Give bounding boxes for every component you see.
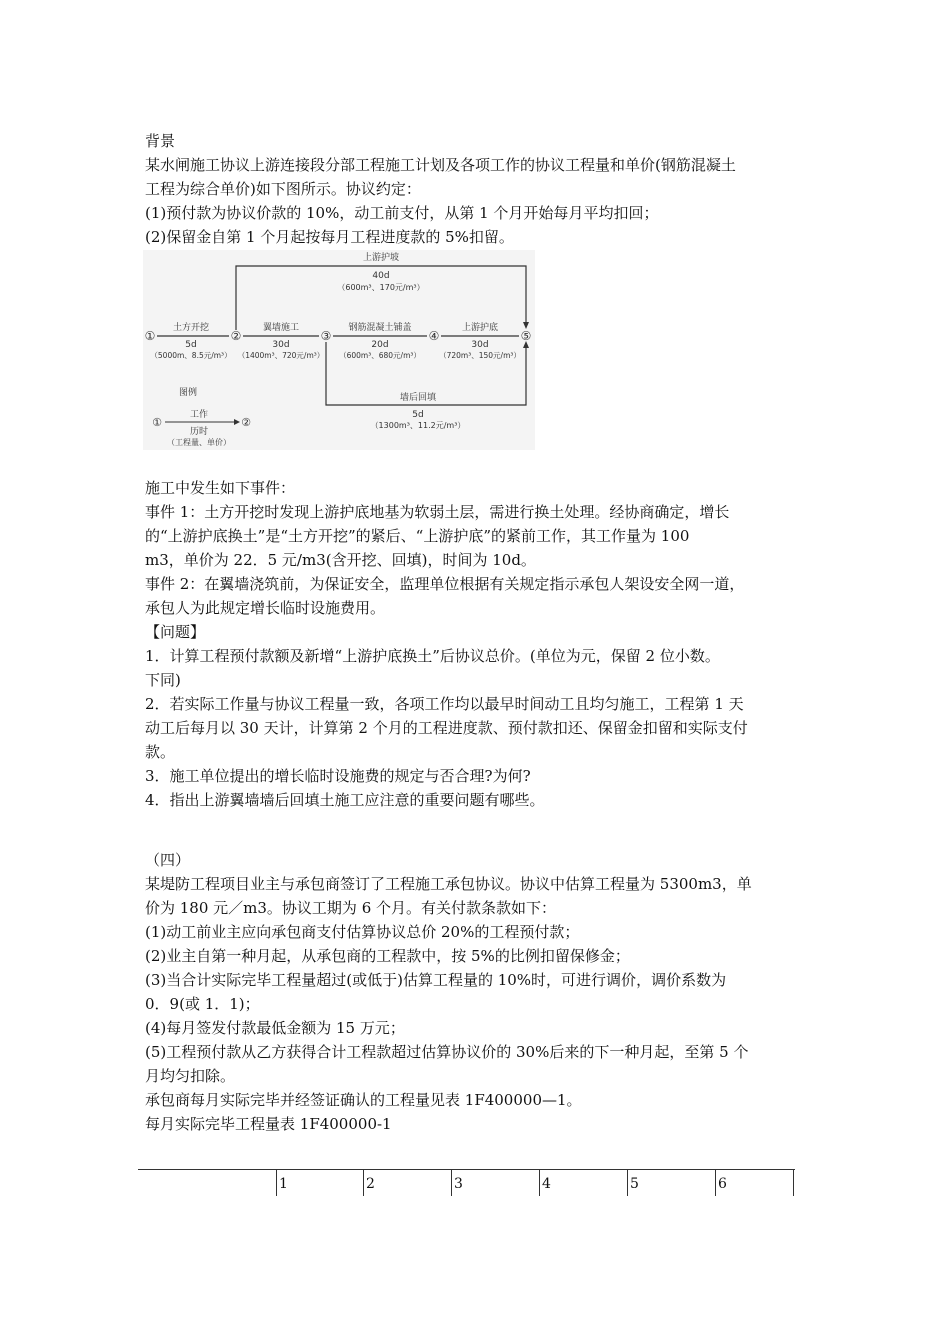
activity-detail: （720m³、150元/m³）: [439, 351, 521, 360]
background-line: (2)保留金自第 1 个月起按每月工程进度款的 5%扣留。: [145, 228, 514, 246]
section-4-line: 月均匀扣除。: [145, 1067, 236, 1085]
question-line: 下同): [145, 671, 181, 689]
arrowhead: [234, 419, 240, 425]
events-line: 施工中发生如下事件：: [145, 479, 296, 497]
section-4-line: 价为 180 元／m3。协议工期为 6 个月。有关付款条款如下：: [145, 899, 557, 917]
section-4-line: 0．9(或 1．1)；: [145, 995, 260, 1013]
activity-name: 土方开挖: [172, 323, 210, 333]
network-diagram: [143, 250, 535, 450]
table-header-cell: 4: [539, 1170, 627, 1196]
activity-name: 墙后回填: [399, 393, 437, 403]
table-header-cell: 1: [276, 1170, 363, 1196]
legend-work: 工作: [189, 410, 209, 420]
activity-detail: （600m³、680元/m³）: [339, 351, 421, 360]
activity-duration: 5d: [185, 340, 197, 350]
events-line: 事件 1：土方开挖时发现上游护底地基为软弱土层，需进行换土处理。经协商确定，增长: [145, 503, 730, 521]
node: ①: [144, 329, 156, 343]
legend-detail: （工程量、单价）: [167, 438, 231, 447]
table-header-cell: 3: [451, 1170, 539, 1196]
monthly-quantity-table: [138, 1169, 795, 1197]
events-line: 的“上游护底换土”是“土方开挖”的紧后、“上游护底”的紧前工作，其工作量为 100: [145, 527, 690, 545]
activity-name: 翼墙施工: [262, 323, 300, 333]
question-line: 3．施工单位提出的增长临时设施费的规定与否合理?为何?: [145, 767, 531, 785]
activity-detail: （1300m³、11.2元/m³）: [370, 421, 466, 430]
background-title: 背景: [145, 132, 176, 150]
background-line: 工程为综合单价)如下图所示。协议约定：: [145, 180, 421, 198]
section-4-line: (1)动工前业主应向承包商支付估算协议总价 20%的工程预付款；: [145, 923, 580, 941]
section-4-line: (4)每月签发付款最低金额为 15 万元；: [145, 1019, 405, 1037]
activity-duration: 30d: [471, 340, 489, 350]
legend-duration: 历时: [189, 427, 209, 437]
question-line: 4．指出上游翼墙墙后回填土施工应注意的重要问题有哪些。: [145, 791, 545, 809]
question-line: 1．计算工程预付款额及新增“上游护底换土”后协议总价。(单位为元，保留 2 位小数。: [145, 647, 720, 665]
background-section: [145, 129, 815, 249]
section-4-line: (2)业主自第一种月起，从承包商的工程款中，按 5%的比例扣留保修金；: [145, 947, 630, 965]
events-line: 事件 2：在翼墙浇筑前，为保证安全，监理单位根据有关规定指示承包人架设安全网一道，: [145, 575, 745, 593]
events-line: 承包人为此规定增长临时设施费用。: [145, 599, 386, 617]
section-4-line: 某堤防工程项目业主与承包商签订了工程施工承包协议。协议中估算工程量为 5300m3，单: [145, 875, 752, 893]
section-4-line: 承包商每月实际完毕并经签证确认的工程量见表 1F400000—1。: [145, 1091, 582, 1109]
node: ②: [230, 329, 242, 343]
activity-duration: 20d: [371, 340, 389, 350]
table-header-cell: 5: [627, 1170, 715, 1196]
legend-title: 图例: [179, 388, 198, 398]
questions-heading: 【问题】: [145, 623, 206, 641]
section-4-line: (3)当合计实际完毕工程量超过(或低于)估算工程量的 10%时，可进行调价，调价系数为: [145, 971, 727, 989]
events-section: [145, 476, 815, 812]
table-caption: 每月实际完毕工程量表 1F400000-1: [145, 1115, 392, 1133]
legend-node: ②: [241, 416, 251, 429]
arrowhead: [523, 322, 529, 329]
section-4-line: (5)工程预付款从乙方获得合计工程款超过估算协议价的 30%后来的下一种月起，至第 5 个: [145, 1043, 749, 1061]
question-line: 动工后每月以 30 天计，计算第 2 个月的工程进度款、预付款扣还、保留金扣留和实际支付: [145, 719, 748, 737]
question-line: 2．若实际工作量与协议工程量一致，各项工作均以最早时间动工且均匀施工，工程第 1 天: [145, 695, 744, 713]
activity-name: 钢筋混凝土铺盖: [348, 323, 412, 333]
section-4-title: （四）: [145, 851, 191, 869]
table-header-cell: 2: [363, 1170, 451, 1196]
node: ③: [320, 329, 332, 343]
background-line: 某水闸施工协议上游连接段分部工程施工计划及各项工作的协议工程量和单价(钢筋混凝土: [145, 156, 736, 174]
table-right-border: [793, 1170, 794, 1196]
question-line: 款。: [145, 743, 176, 761]
activity-detail: （1400m³、720元/m³）: [237, 351, 325, 360]
activity-duration: 40d: [372, 271, 390, 281]
activity-duration: 5d: [412, 410, 424, 420]
activity-name: 上游护坡: [362, 253, 400, 263]
activity-detail: （5000m、8.5元/m³）: [150, 351, 232, 360]
node: ④: [428, 329, 440, 343]
legend-node: ①: [152, 416, 162, 429]
background-line: (1)预付款为协议价款的 10%，动工前支付，从第 1 个月开始每月平均扣回；: [145, 204, 659, 222]
node: ⑤: [520, 329, 532, 343]
activity-detail: （600m³、170元/m³）: [337, 283, 425, 292]
events-line: m3，单价为 22．5 元/m3(含开挖、回填)，时间为 10d。: [145, 551, 536, 569]
activity-duration: 30d: [272, 340, 290, 350]
activity-name: 上游护底: [461, 323, 499, 333]
table-header-cell: 6: [715, 1170, 794, 1196]
section-4: [145, 848, 815, 1136]
